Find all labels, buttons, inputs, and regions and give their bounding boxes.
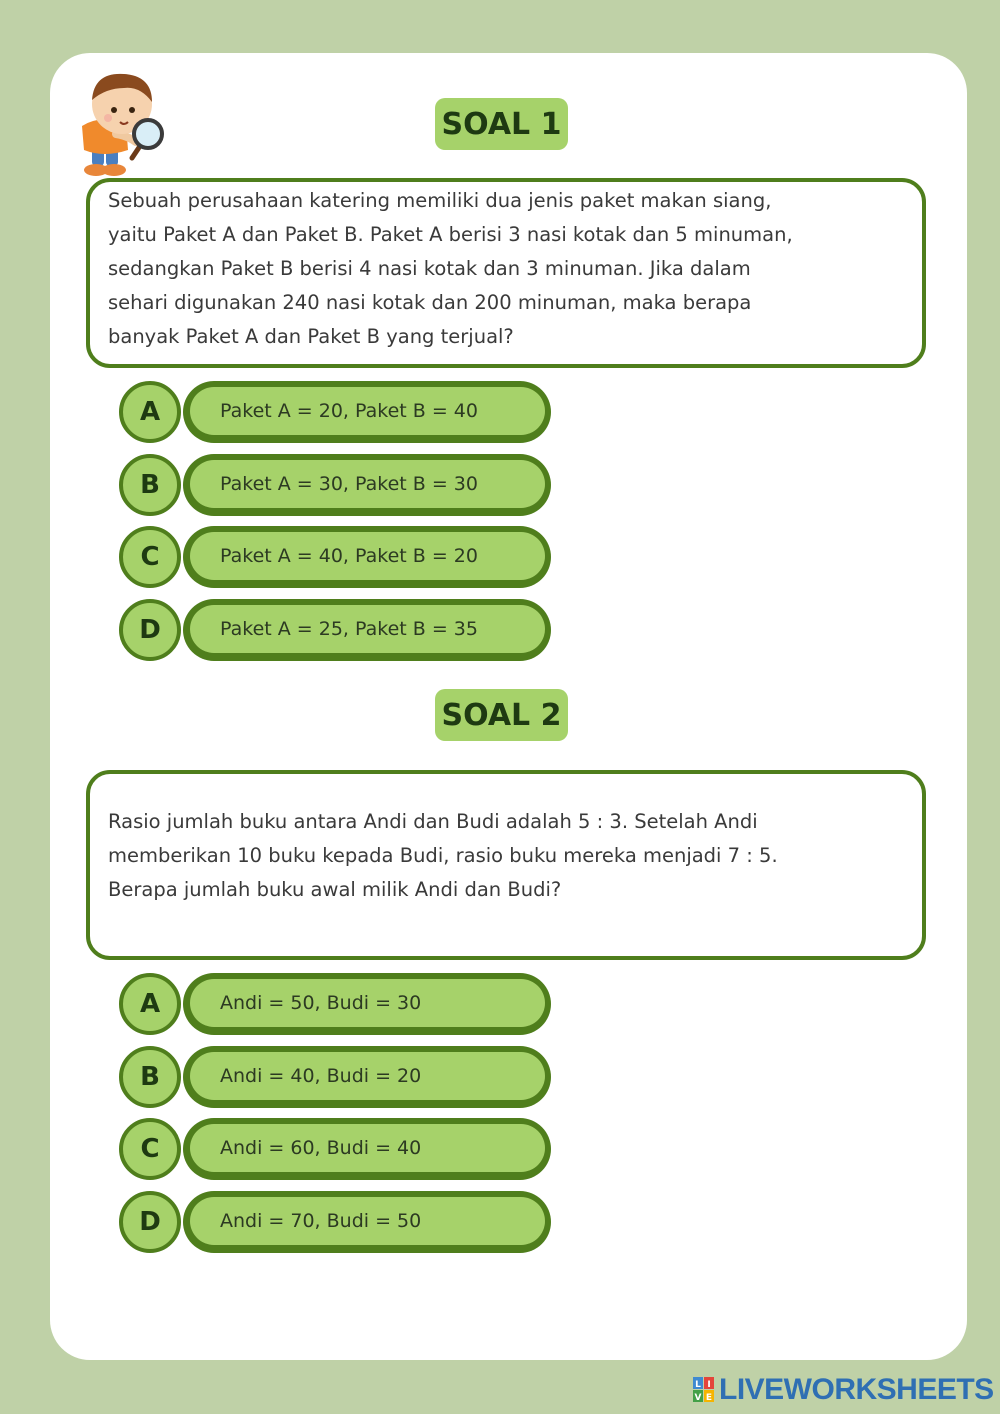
- question-2-option-a-text: Andi = 50, Budi = 30: [190, 979, 545, 1027]
- question-1-option-d-text: Paket A = 25, Paket B = 35: [190, 605, 545, 653]
- question-1-option-a-text: Paket A = 20, Paket B = 40: [190, 387, 545, 435]
- question-1-line-1: Sebuah perusahaan katering memiliki dua jenis paket makan siang,: [108, 189, 772, 212]
- question-2-option-c-letter: C: [119, 1118, 181, 1180]
- question-2-line-2: memberikan 10 buku kepada Budi, rasio buku mereka menjadi 7 : 5.: [108, 844, 778, 867]
- question-2-option-c[interactable]: [183, 1118, 551, 1180]
- question-2-option-d[interactable]: [183, 1191, 551, 1253]
- question-2-option-a[interactable]: [183, 973, 551, 1035]
- question-1-option-c[interactable]: [183, 526, 551, 588]
- question-2-line-1: Rasio jumlah buku antara Andi dan Budi adalah 5 : 3. Setelah Andi: [108, 810, 758, 833]
- question-1-option-b-letter: B: [119, 454, 181, 516]
- question-1-option-d-letter: D: [119, 599, 181, 661]
- question-1-option-d[interactable]: [183, 599, 551, 661]
- logo-letter-1: L: [695, 1380, 701, 1390]
- question-2-option-b-text: Andi = 40, Budi = 20: [190, 1052, 545, 1100]
- logo-letter-3: V: [694, 1393, 702, 1403]
- question-2-box: [86, 770, 926, 960]
- question-1-box: [86, 178, 926, 368]
- question-1-option-c-letter: C: [119, 526, 181, 588]
- question-2-option-d-letter: D: [119, 1191, 181, 1253]
- question-2-option-a-letter: A: [119, 973, 181, 1035]
- question-1-line-4: sehari digunakan 240 nasi kotak dan 200 minuman, maka berapa: [108, 291, 752, 314]
- liveworksheets-logo-icon: [693, 1377, 715, 1403]
- liveworksheets-name: LIVEWORKSHEETS: [719, 1373, 994, 1406]
- question-1-option-a-letter: A: [119, 381, 181, 443]
- question-2-option-d-text: Andi = 70, Budi = 50: [190, 1197, 545, 1245]
- question-2-option-c-text: Andi = 60, Budi = 40: [190, 1124, 545, 1172]
- question-1-line-3: sedangkan Paket B berisi 4 nasi kotak dan 3 minuman. Jika dalam: [108, 257, 751, 280]
- question-1-title: SOAL 1: [435, 98, 568, 150]
- question-2-option-b[interactable]: [183, 1046, 551, 1108]
- question-1-option-c-text: Paket A = 40, Paket B = 20: [190, 532, 545, 580]
- question-1-line-2: yaitu Paket A dan Paket B. Paket A berisi 3 nasi kotak dan 5 minuman,: [108, 223, 793, 246]
- liveworksheets-brand: [693, 1375, 994, 1405]
- question-1-option-b[interactable]: [183, 454, 551, 516]
- logo-letter-4: E: [705, 1393, 713, 1403]
- question-1-option-a[interactable]: [183, 381, 551, 443]
- question-1-line-5: banyak Paket A dan Paket B yang terjual?: [108, 325, 514, 348]
- boy-with-magnifier-icon: [70, 66, 170, 180]
- question-2-title: SOAL 2: [435, 689, 568, 741]
- question-1-option-b-text: Paket A = 30, Paket B = 30: [190, 460, 545, 508]
- question-2-line-3: Berapa jumlah buku awal milik Andi dan Budi?: [108, 878, 562, 901]
- logo-letter-2: I: [707, 1380, 711, 1390]
- question-2-option-b-letter: B: [119, 1046, 181, 1108]
